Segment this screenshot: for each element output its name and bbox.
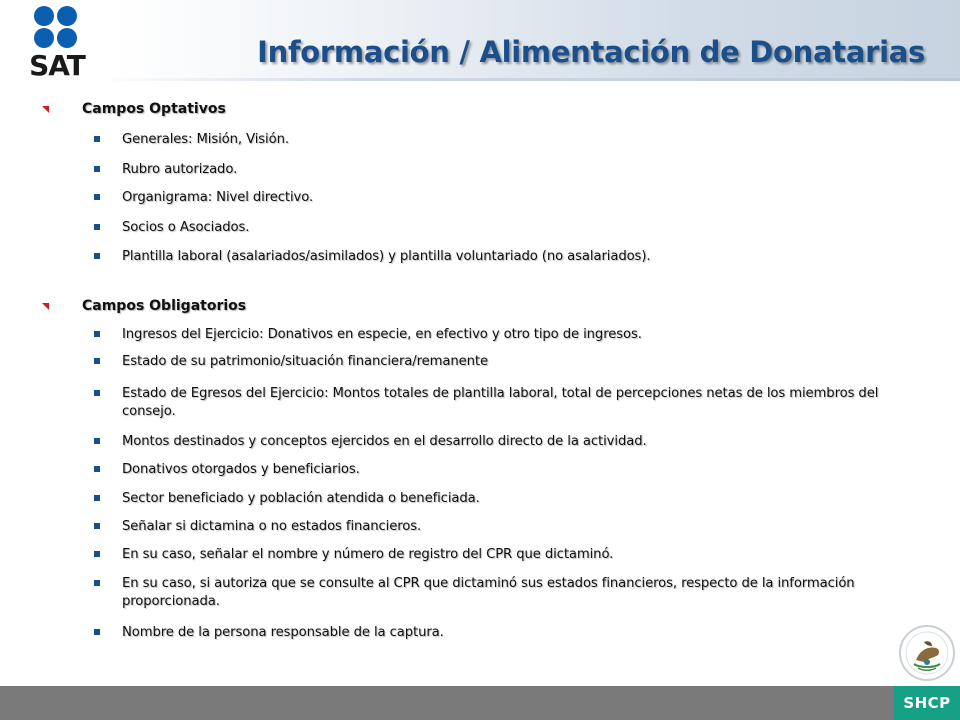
square-bullet-icon <box>94 580 100 586</box>
list-item-text: En su caso, si autoriza que se consulte al CPR que dictaminó sus estados financieros, respecto de la información proporcionada. <box>122 576 855 609</box>
square-bullet-icon <box>94 523 100 529</box>
sat-logo <box>10 4 100 80</box>
section-heading: Campos Obligatorios <box>82 298 247 314</box>
list-item-text: Estado de su patrimonio/situación financiera/remanente <box>122 354 488 369</box>
list-item-text: Nombre de la persona responsable de la captura. <box>122 625 444 640</box>
list-item-text: Ingresos del Ejercicio: Donativos en especie, en efectivo y otro tipo de ingresos. <box>122 327 642 342</box>
mexican-coat-of-arms-seal-icon <box>898 624 956 682</box>
square-bullet-icon <box>94 331 100 337</box>
header-divider <box>96 78 960 81</box>
square-bullet-icon <box>94 629 100 635</box>
square-bullet-icon <box>94 224 100 230</box>
section-heading: Campos Optativos <box>82 101 226 117</box>
list-item-text: Plantilla laboral (asalariados/asimilados) y plantilla voluntariado (no asalariados). <box>122 249 651 264</box>
list-item-text: Generales: Misión, Visión. <box>122 132 289 147</box>
shcp-logo: SHCP <box>894 686 960 720</box>
square-bullet-icon <box>94 551 100 557</box>
square-bullet-icon <box>94 390 100 396</box>
list-item-text: Estado de Egresos del Ejercicio: Montos totales de plantilla laboral, total de percepciones netas de los miembros del consejo. <box>122 386 879 419</box>
list-item-text: Organigrama: Nivel directivo. <box>122 190 314 205</box>
sat-logo-text: SAT <box>29 49 85 82</box>
list-item-text: En su caso, señalar el nombre y número de registro del CPR que dictaminó. <box>122 547 614 562</box>
square-bullet-icon <box>94 194 100 200</box>
list-item-text: Señalar si dictamina o no estados financieros. <box>122 519 422 534</box>
square-bullet-icon <box>94 166 100 172</box>
list-item-text: Sector beneficiado y población atendida o beneficiada. <box>122 491 480 506</box>
square-bullet-icon <box>94 253 100 259</box>
page-title: Información / Alimentación de Donatarias <box>257 35 925 69</box>
square-bullet-icon <box>94 136 100 142</box>
footer-bar <box>0 686 960 720</box>
list-item-text: Socios o Asociados. <box>122 220 250 235</box>
list-item-text: Montos destinados y conceptos ejercidos en el desarrollo directo de la actividad. <box>122 434 647 449</box>
square-bullet-icon <box>94 438 100 444</box>
red-triangle-bullet-icon <box>42 106 49 113</box>
square-bullet-icon <box>94 495 100 501</box>
square-bullet-icon <box>94 358 100 364</box>
list-item-text: Rubro autorizado. <box>122 162 238 177</box>
list-item-text: Donativos otorgados y beneficiarios. <box>122 462 360 477</box>
red-triangle-bullet-icon <box>42 303 49 310</box>
square-bullet-icon <box>94 466 100 472</box>
